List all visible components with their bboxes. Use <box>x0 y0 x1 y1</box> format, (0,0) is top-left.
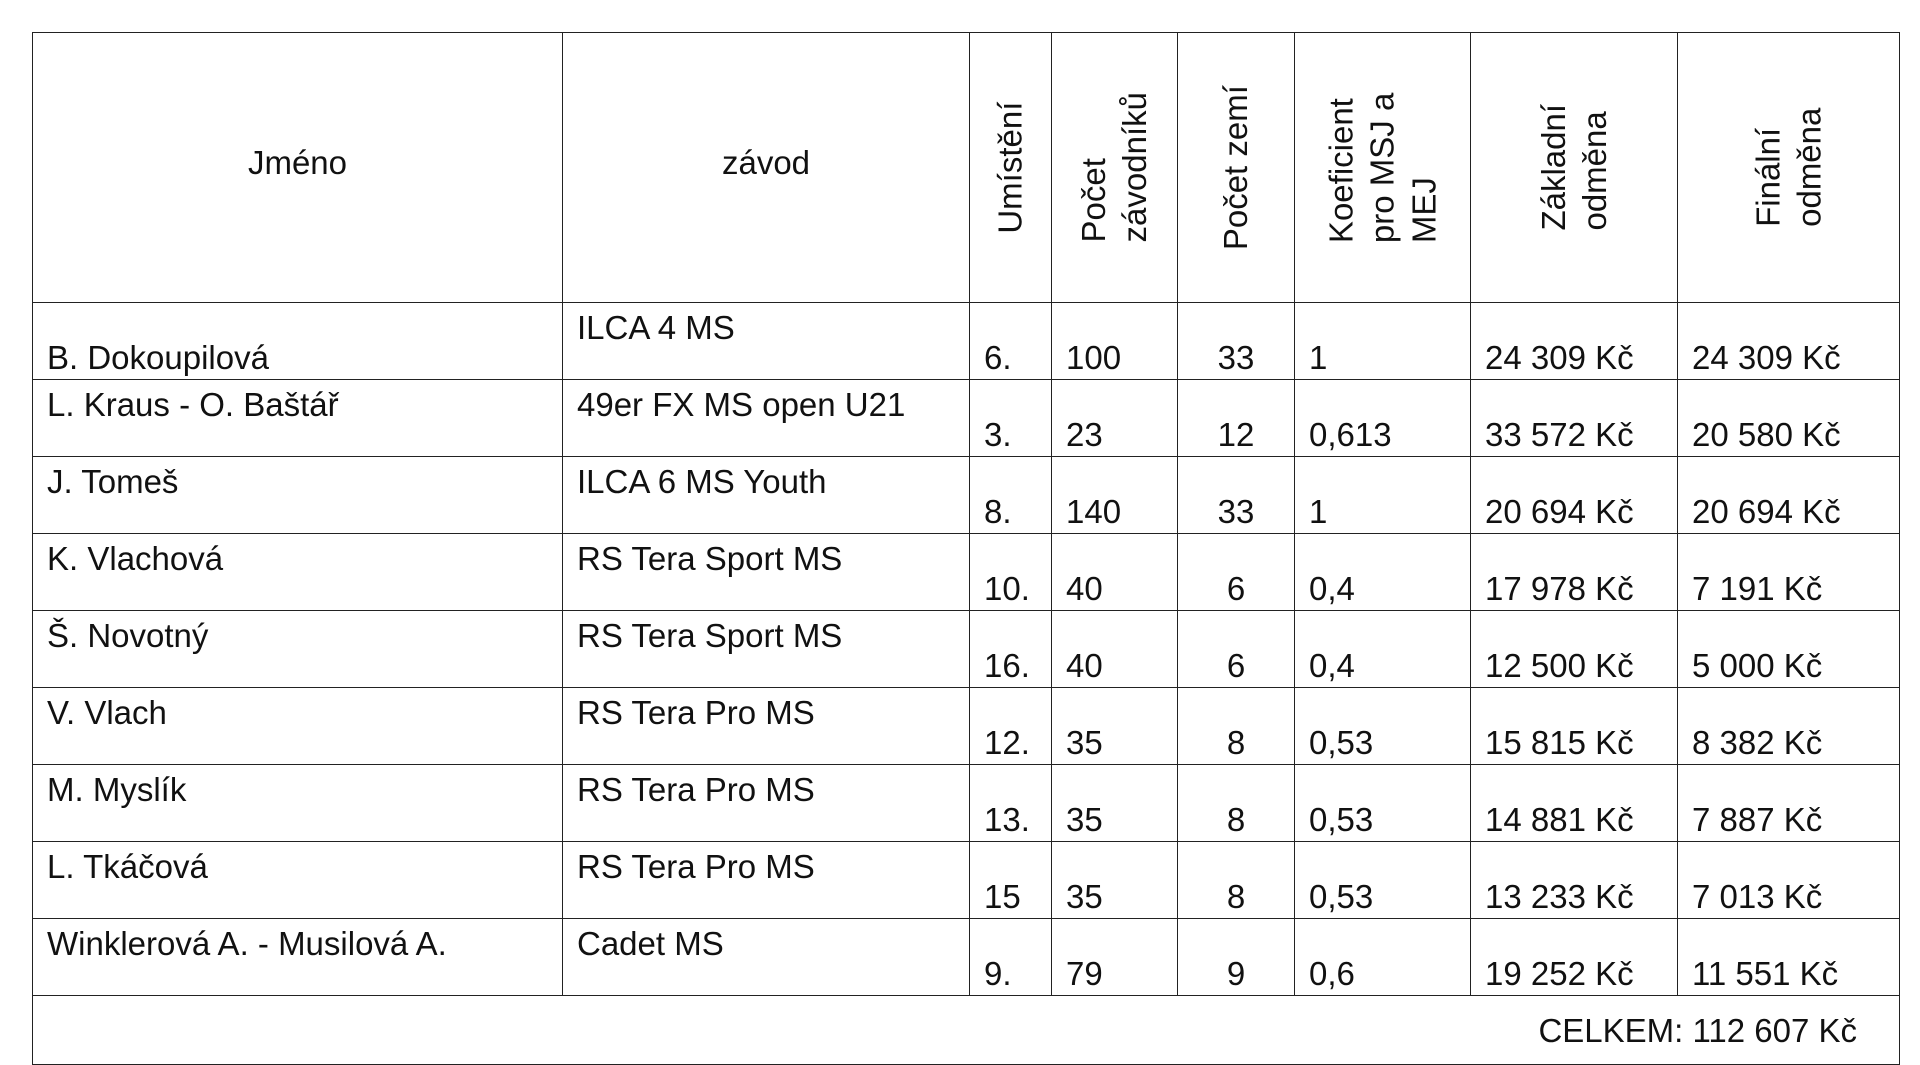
header-race: závod <box>563 33 970 303</box>
cell-placement: 15 <box>970 842 1052 919</box>
header-coefficient-line-1: Koeficient <box>1322 97 1360 243</box>
cell-coefficient: 0,4 <box>1295 611 1471 688</box>
cell-competitors: 23 <box>1052 380 1178 457</box>
header-name: Jméno <box>33 33 563 303</box>
cell-name: V. Vlach <box>33 688 563 765</box>
rewards-table <box>32 32 1900 1065</box>
cell-countries: 12 <box>1178 380 1295 457</box>
cell-base-reward: 19 252 Kč <box>1471 919 1678 996</box>
cell-coefficient: 0,4 <box>1295 534 1471 611</box>
cell-name: L. Kraus - O. Baštář <box>33 380 563 457</box>
cell-placement: 13. <box>970 765 1052 842</box>
cell-name: Winklerová A. - Musilová A. <box>33 919 563 996</box>
table-row <box>33 457 1900 534</box>
cell-placement: 12. <box>970 688 1052 765</box>
cell-countries: 33 <box>1178 457 1295 534</box>
cell-base-reward: 12 500 Kč <box>1471 611 1678 688</box>
cell-final-reward: 20 694 Kč <box>1678 457 1900 534</box>
cell-placement: 6. <box>970 303 1052 380</box>
cell-base-reward: 14 881 Kč <box>1471 765 1678 842</box>
cell-coefficient: 1 <box>1295 457 1471 534</box>
cell-name: Š. Novotný <box>33 611 563 688</box>
cell-countries: 8 <box>1178 765 1295 842</box>
cell-final-reward: 11 551 Kč <box>1678 919 1900 996</box>
cell-base-reward: 33 572 Kč <box>1471 380 1678 457</box>
table-row <box>33 842 1900 919</box>
header-base-reward <box>1471 33 1678 303</box>
cell-countries: 8 <box>1178 842 1295 919</box>
cell-name: L. Tkáčová <box>33 842 563 919</box>
cell-race: RS Tera Pro MS <box>563 765 970 842</box>
table-row <box>33 303 1900 380</box>
cell-countries: 8 <box>1178 688 1295 765</box>
cell-competitors: 35 <box>1052 842 1178 919</box>
cell-name: M. Myslík <box>33 765 563 842</box>
header-coefficient-line-2: pro MSJ a <box>1363 92 1401 243</box>
cell-race: RS Tera Sport MS <box>563 534 970 611</box>
cell-base-reward: 15 815 Kč <box>1471 688 1678 765</box>
cell-countries: 6 <box>1178 534 1295 611</box>
cell-coefficient: 1 <box>1295 303 1471 380</box>
header-placement-label: Umístění <box>991 101 1029 234</box>
table-row <box>33 765 1900 842</box>
cell-base-reward: 24 309 Kč <box>1471 303 1678 380</box>
cell-final-reward: 8 382 Kč <box>1678 688 1900 765</box>
header-final-reward-line-2: odměna <box>1790 107 1828 228</box>
cell-countries: 33 <box>1178 303 1295 380</box>
cell-placement: 16. <box>970 611 1052 688</box>
header-final-reward <box>1678 33 1900 303</box>
rewards-table-container <box>32 32 1900 1065</box>
cell-race: ILCA 4 MS <box>563 303 970 380</box>
cell-race: 49er FX MS open U21 <box>563 380 970 457</box>
cell-placement: 3. <box>970 380 1052 457</box>
cell-coefficient: 0,613 <box>1295 380 1471 457</box>
header-competitors-line-2: závodníků <box>1116 92 1154 243</box>
cell-placement: 8. <box>970 457 1052 534</box>
header-competitors <box>1052 33 1178 303</box>
cell-competitors: 79 <box>1052 919 1178 996</box>
cell-name: B. Dokoupilová <box>33 303 563 380</box>
cell-competitors: 140 <box>1052 457 1178 534</box>
cell-competitors: 40 <box>1052 611 1178 688</box>
header-placement <box>970 33 1052 303</box>
cell-base-reward: 13 233 Kč <box>1471 842 1678 919</box>
header-final-reward-line-1: Finální <box>1749 128 1787 228</box>
cell-coefficient: 0,53 <box>1295 842 1471 919</box>
cell-race: ILCA 6 MS Youth <box>563 457 970 534</box>
cell-countries: 6 <box>1178 611 1295 688</box>
cell-final-reward: 24 309 Kč <box>1678 303 1900 380</box>
cell-competitors: 100 <box>1052 303 1178 380</box>
header-coefficient-line-3: MEJ <box>1405 176 1443 243</box>
cell-final-reward: 7 013 Kč <box>1678 842 1900 919</box>
cell-race: RS Tera Pro MS <box>563 688 970 765</box>
cell-name: K. Vlachová <box>33 534 563 611</box>
cell-coefficient: 0,53 <box>1295 688 1471 765</box>
cell-race: RS Tera Sport MS <box>563 611 970 688</box>
table-row <box>33 688 1900 765</box>
cell-race: Cadet MS <box>563 919 970 996</box>
cell-race: RS Tera Pro MS <box>563 842 970 919</box>
cell-placement: 9. <box>970 919 1052 996</box>
table-row <box>33 919 1900 996</box>
cell-name: J. Tomeš <box>33 457 563 534</box>
header-competitors-line-1: Počet <box>1075 158 1113 243</box>
total-amount: CELKEM: 112 607 Kč <box>33 996 1900 1065</box>
cell-base-reward: 17 978 Kč <box>1471 534 1678 611</box>
cell-coefficient: 0,6 <box>1295 919 1471 996</box>
cell-countries: 9 <box>1178 919 1295 996</box>
table-body <box>33 303 1900 1065</box>
cell-competitors: 40 <box>1052 534 1178 611</box>
cell-final-reward: 5 000 Kč <box>1678 611 1900 688</box>
cell-competitors: 35 <box>1052 765 1178 842</box>
cell-final-reward: 7 191 Kč <box>1678 534 1900 611</box>
header-coefficient <box>1295 33 1471 303</box>
cell-coefficient: 0,53 <box>1295 765 1471 842</box>
table-header <box>33 33 1900 303</box>
table-row <box>33 534 1900 611</box>
cell-placement: 10. <box>970 534 1052 611</box>
header-countries <box>1178 33 1295 303</box>
table-row <box>33 380 1900 457</box>
cell-final-reward: 20 580 Kč <box>1678 380 1900 457</box>
cell-base-reward: 20 694 Kč <box>1471 457 1678 534</box>
cell-competitors: 35 <box>1052 688 1178 765</box>
header-countries-label: Počet zemí <box>1217 84 1255 251</box>
total-row <box>33 996 1900 1065</box>
cell-final-reward: 7 887 Kč <box>1678 765 1900 842</box>
table-row <box>33 611 1900 688</box>
header-base-reward-line-1: Základní <box>1534 104 1572 231</box>
header-base-reward-line-2: odměna <box>1575 111 1613 231</box>
